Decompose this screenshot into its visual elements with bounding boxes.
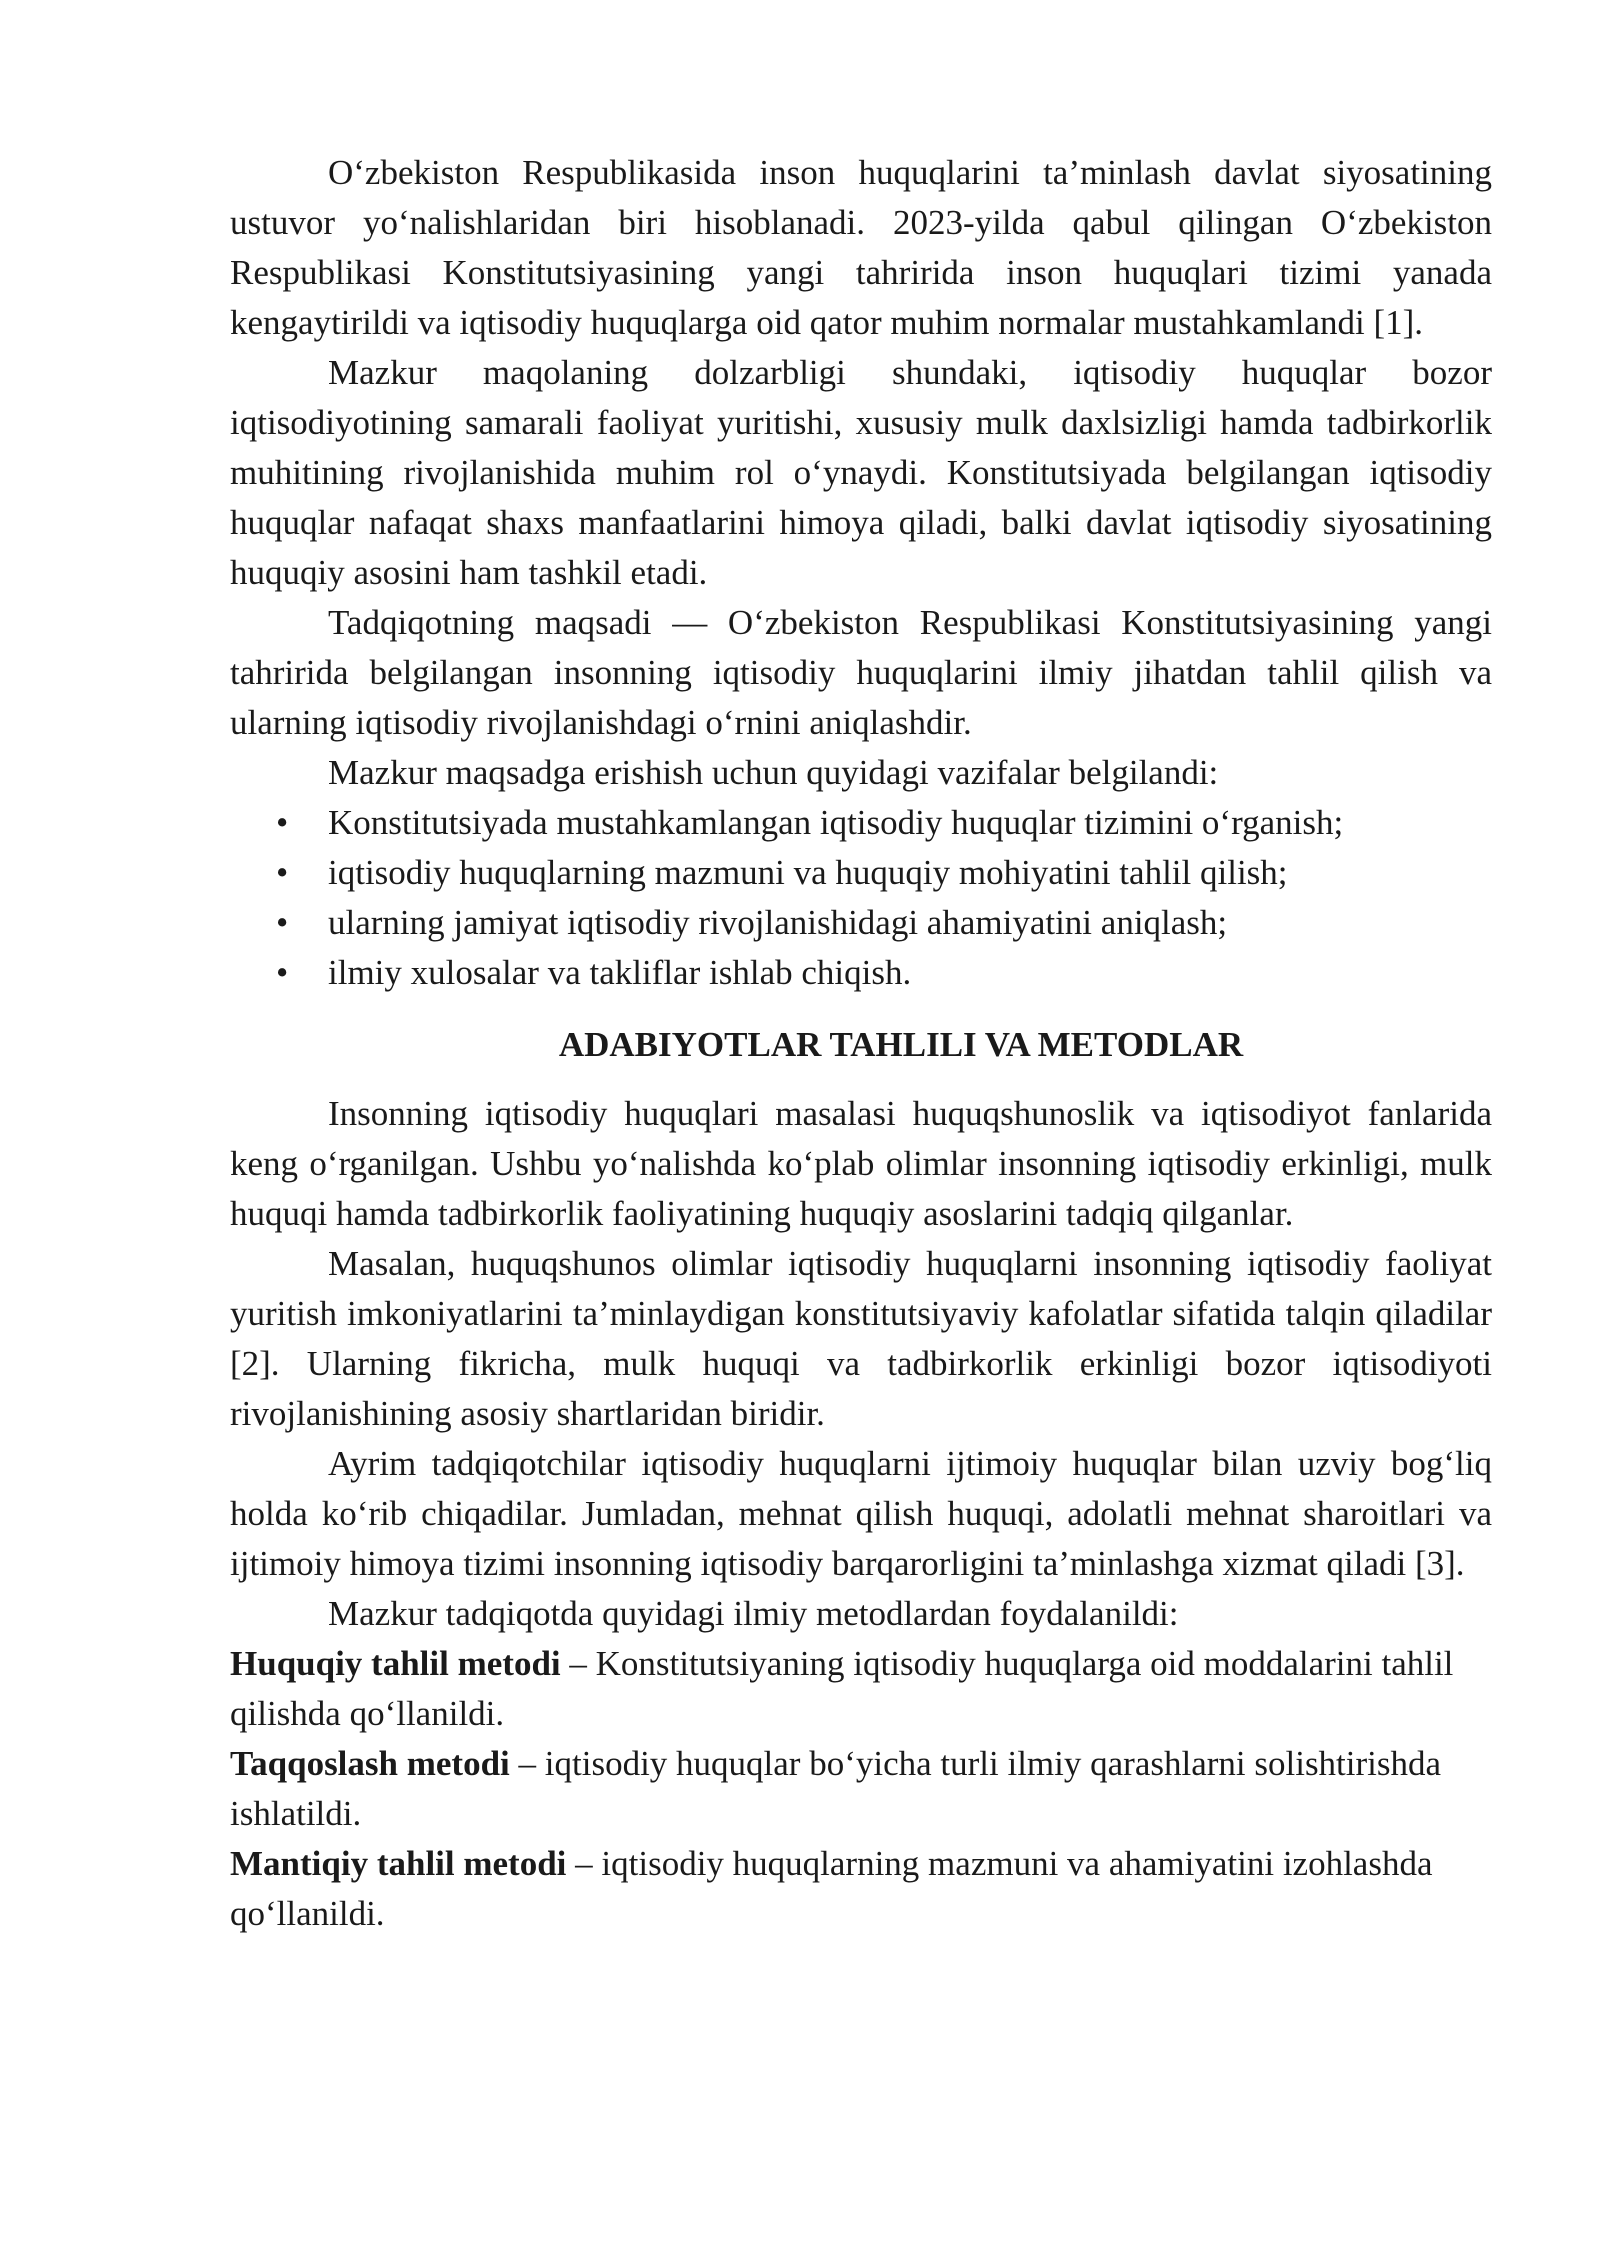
intro-paragraph-2: Mazkur maqolaning dolzarbligi shundaki, iqtisodiy huquqlar bozor iqtisodiyotining samarali faoliyat yuritishi, xususiy mulk daxlsizligi hamda tadbirkorlik muhitining rivojlanishida muhim rol o‘ynaydi. Konstitutsiyada belgilangan iqtisodiy huquqlar nafaqat shaxs manfaatlarini himoya qiladi, balki davlat iqtisodiy siyosatining huquqiy asosini ham tashkil etadi. [230,353,1492,592]
list-item [230,948,1492,998]
method-name: Taqqoslash metodi [230,1744,510,1783]
method-name: Huquqiy tahlil metodi [230,1644,561,1683]
intro-paragraph-1: O‘zbekiston Respublikasida inson huquqlarini ta’minlash davlat siyosatining ustuvor yo‘nalishlaridan biri hisoblanadi. 2023-yilda qabul qilingan O‘zbekiston Respublikasi Konstitutsiyasining yangi tahririda inson huquqlari tizimi yanada kengaytirildi va iqtisodiy huquqlarga oid qator muhim normalar mustahkamlandi [1]. [230,153,1492,342]
method-description: – iqtisodiy huquqlarning mazmuni va ahamiyatini izohlashda qo‘llanildi. [230,1844,1433,1933]
bullet-icon: • [276,803,289,842]
section-paragraph-3: Ayrim tadqiqotchilar iqtisodiy huquqlarni ijtimoiy huquqlar bilan uzviy bog‘liq holda ko‘rib chiqadilar. Jumladan, mehnat qilish huquqi, adolatli mehnat sharoitlari va ijtimoiy himoya tizimi insonning iqtisodiy barqarorligini ta’minlashga xizmat qiladi [3]. [230,1444,1492,1583]
section-paragraph-4: Mazkur tadqiqotda quyidagi ilmiy metodlardan foydalanildi: [328,1594,1179,1633]
list-item-text: ilmiy xulosalar va takliflar ishlab chiqish. [328,953,912,992]
method-item [230,1639,1492,1739]
section-paragraph-2: Masalan, huquqshunos olimlar iqtisodiy huquqlarni insonning iqtisodiy faoliyat yuritish imkoniyatlarini ta’minlaydigan konstitutsiyaviy kafolatlar sifatida talqin qiladilar [2]. Ularning fikricha, mulk huquqi va tadbirkorlik erkinligi bozor iqtisodiyoti rivojlanishining asosiy shartlaridan biridir. [230,1244,1492,1433]
list-item [230,898,1492,948]
method-item [230,1739,1492,1839]
list-item [230,848,1492,898]
section-heading: ADABIYOTLAR TAHLILI VA METODLAR [558,1025,1244,1064]
section-paragraph-1: Insonning iqtisodiy huquqlari masalasi huquqshunoslik va iqtisodiyot fanlarida keng o‘rganilgan. Ushbu yo‘nalishda ko‘plab olimlar insonning iqtisodiy erkinligi, mulk huquqi hamda tadbirkorlik faoliyatining huquqiy asoslarini tadqiq qilganlar. [230,1094,1492,1233]
method-item [230,1839,1492,1939]
document-page [230,148,1492,1939]
bullet-icon: • [276,903,289,942]
list-item-text: Konstitutsiyada mustahkamlangan iqtisodiy huquqlar tizimini o‘rganish; [328,803,1344,842]
list-item-text: ularning jamiyat iqtisodiy rivojlanishidagi ahamiyatini aniqlash; [328,903,1228,942]
list-item [230,798,1492,848]
intro-paragraph-4: Mazkur maqsadga erishish uchun quyidagi vazifalar belgilandi: [328,753,1219,792]
method-description: – Konstitutsiyaning iqtisodiy huquqlarga oid moddalarini tahlil qilishda qo‘llanildi. [230,1644,1454,1733]
method-description: – iqtisodiy huquqlar bo‘yicha turli ilmiy qarashlarni solishtirishda ishlatildi. [230,1744,1442,1833]
task-list [230,798,1492,998]
list-item-text: iqtisodiy huquqlarning mazmuni va huquqiy mohiyatini tahlil qilish; [328,853,1288,892]
bullet-icon: • [276,953,289,992]
intro-paragraph-3: Tadqiqotning maqsadi — O‘zbekiston Respublikasi Konstitutsiyasining yangi tahririda belgilangan insonning iqtisodiy huquqlarini ilmiy jihatdan tahlil qilish va ularning iqtisodiy rivojlanishdagi o‘rnini aniqlashdir. [230,603,1492,742]
method-name: Mantiqiy tahlil metodi [230,1844,567,1883]
bullet-icon: • [276,853,289,892]
